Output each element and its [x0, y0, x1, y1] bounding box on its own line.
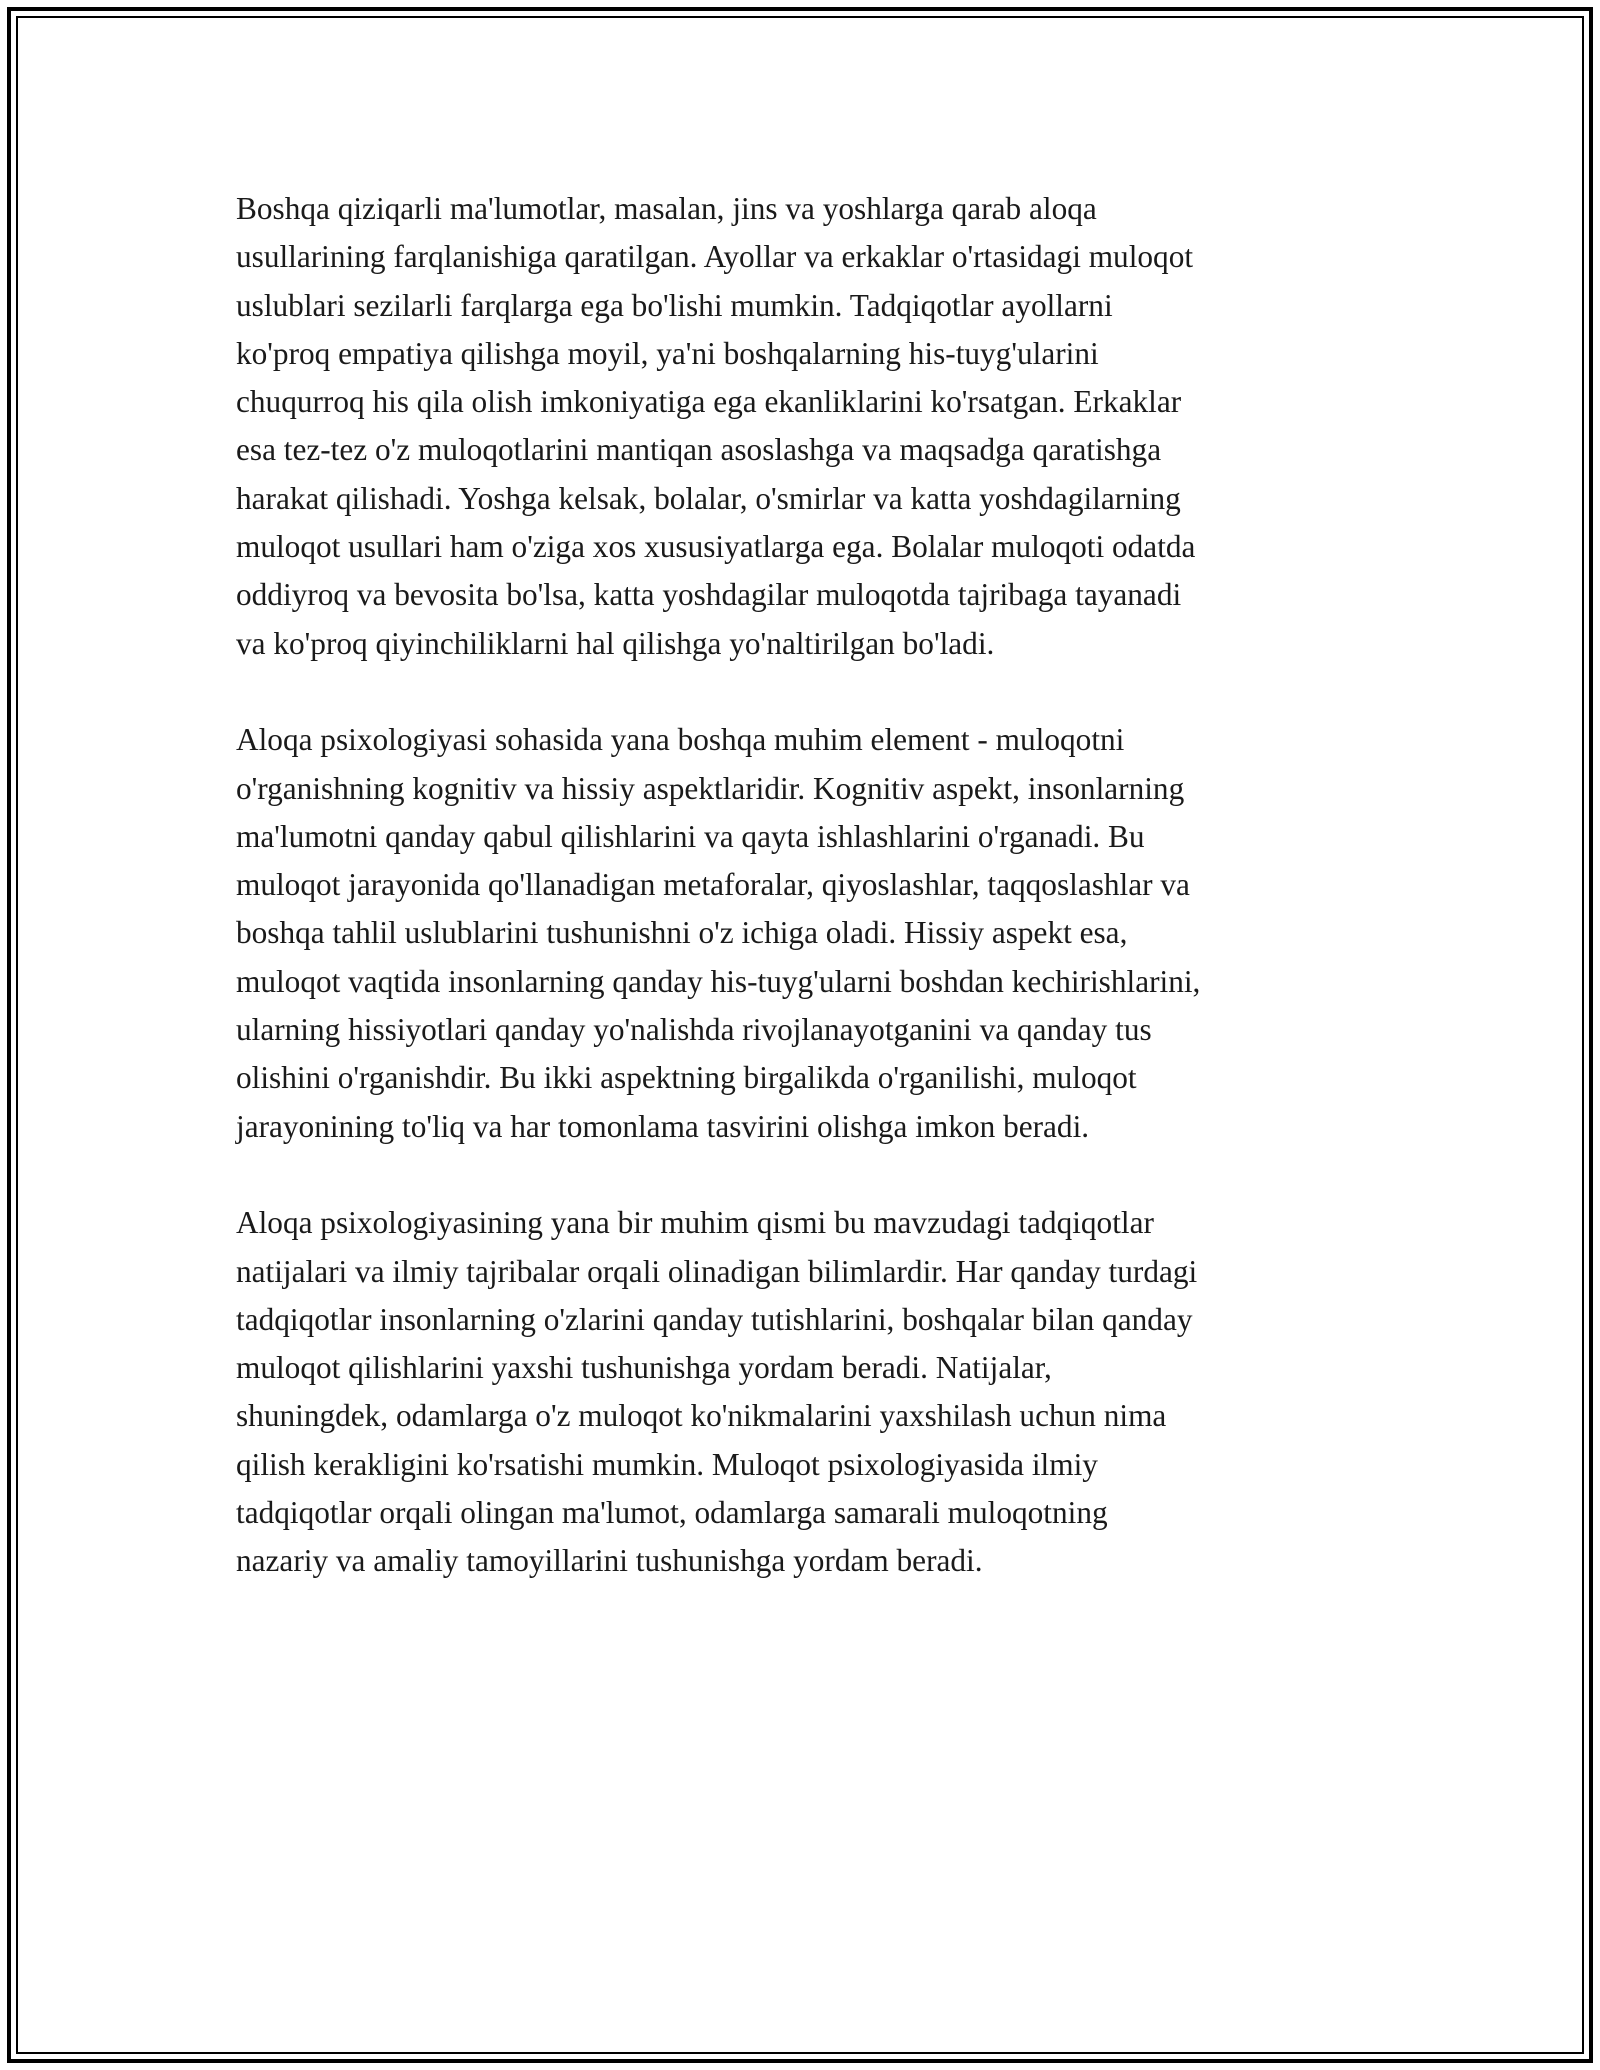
paragraph-2 — [236, 716, 1386, 1151]
paragraph-line: muloqot vaqtida insonlarning qanday his-tuyg'ularni boshdan kechirishlarini, — [236, 963, 1201, 999]
paragraph-line: tadqiqotlar insonlarning o'zlarini qanday tutishlarini, boshqalar bilan qanday — [236, 1301, 1193, 1337]
paragraph-line: natijalari va ilmiy tajribalar orqali olinadigan bilimlardir. Har qanday turdagi — [236, 1253, 1198, 1289]
paragraph-line: qilish kerakligini ko'rsatishi mumkin. Muloqot psixologiyasida ilmiy — [236, 1446, 1098, 1482]
paragraph-line: nazariy va amaliy tamoyillarini tushunishga yordam beradi. — [236, 1543, 983, 1579]
paragraph-line: shuningdek, odamlarga o'z muloqot ko'nikmalarini yaxshilash uchun nima — [236, 1398, 1167, 1434]
paragraph-line: uslublari sezilarli farqlarga ega bo'lishi mumkin. Tadqiqotlar ayollarni — [236, 287, 1113, 323]
paragraph-line: usullarining farqlanishiga qaratilgan. Ayollar va erkaklar o'rtasidagi muloqot — [236, 239, 1194, 275]
paragraph-line: chuqurroq his qila olish imkoniyatiga ega ekanliklarini ko'rsatgan. Erkaklar — [236, 384, 1182, 420]
paragraph-line: ularning hissiyotlari qanday yo'nalishda rivojlanayotganini va qanday tus — [236, 1012, 1152, 1048]
paragraph-line: muloqot qilishlarini yaxshi tushunishga yordam beradi. Natijalar, — [236, 1350, 1052, 1386]
paragraph-line: o'rganishning kognitiv va hissiy aspektlaridir. Kognitiv aspekt, insonlarning — [236, 770, 1185, 806]
paragraph-line: tadqiqotlar orqali olingan ma'lumot, odamlarga samarali muloqotning — [236, 1495, 1108, 1531]
paragraph-line: jarayonining to'liq va har tomonlama tasvirini olishga imkon beradi. — [236, 1108, 1090, 1144]
paragraph-1 — [236, 185, 1386, 668]
paragraph-line: Boshqa qiziqarli ma'lumotlar, masalan, jins va yoshlarga qarab aloqa — [236, 191, 1097, 226]
document-body — [236, 185, 1386, 1634]
paragraph-line: oddiyroq va bevosita bo'lsa, katta yoshdagilar muloqotda tajribaga tayanadi — [236, 577, 1182, 613]
paragraph-line: va ko'proq qiyinchiliklarni hal qilishga yo'naltirilgan bo'ladi. — [236, 625, 995, 661]
paragraph-line: esa tez-tez o'z muloqotlarini mantiqan asoslashga va maqsadga qaratishga — [236, 432, 1162, 468]
paragraph-line: ma'lumotni qanday qabul qilishlarini va qayta ishlashlarini o'rganadi. Bu — [236, 818, 1145, 854]
paragraph-line: muloqot jarayonida qo'llanadigan metaforalar, qiyoslashlar, taqqoslashlar va — [236, 867, 1190, 903]
paragraph-line: olishini o'rganishdir. Bu ikki aspektning birgalikda o'rganilishi, muloqot — [236, 1060, 1137, 1096]
paragraph-line: Aloqa psixologiyasining yana bir muhim qismi bu mavzudagi tadqiqotlar — [236, 1205, 1154, 1241]
paragraph-line: harakat qilishadi. Yoshga kelsak, bolalar, o'smirlar va katta yoshdagilarning — [236, 480, 1181, 516]
paragraph-line: boshqa tahlil uslublarini tushunishni o'z ichiga oladi. Hissiy aspekt esa, — [236, 915, 1128, 951]
paragraph-line: Aloqa psixologiyasi sohasida yana boshqa muhim element - muloqotni — [236, 722, 1125, 758]
paragraph-line: muloqot usullari ham o'ziga xos xususiyatlarga ega. Bolalar muloqoti odatda — [236, 529, 1196, 565]
paragraph-3 — [236, 1199, 1386, 1585]
paragraph-line: ko'proq empatiya qilishga moyil, ya'ni boshqalarning his-tuyg'ularini — [236, 335, 1099, 371]
